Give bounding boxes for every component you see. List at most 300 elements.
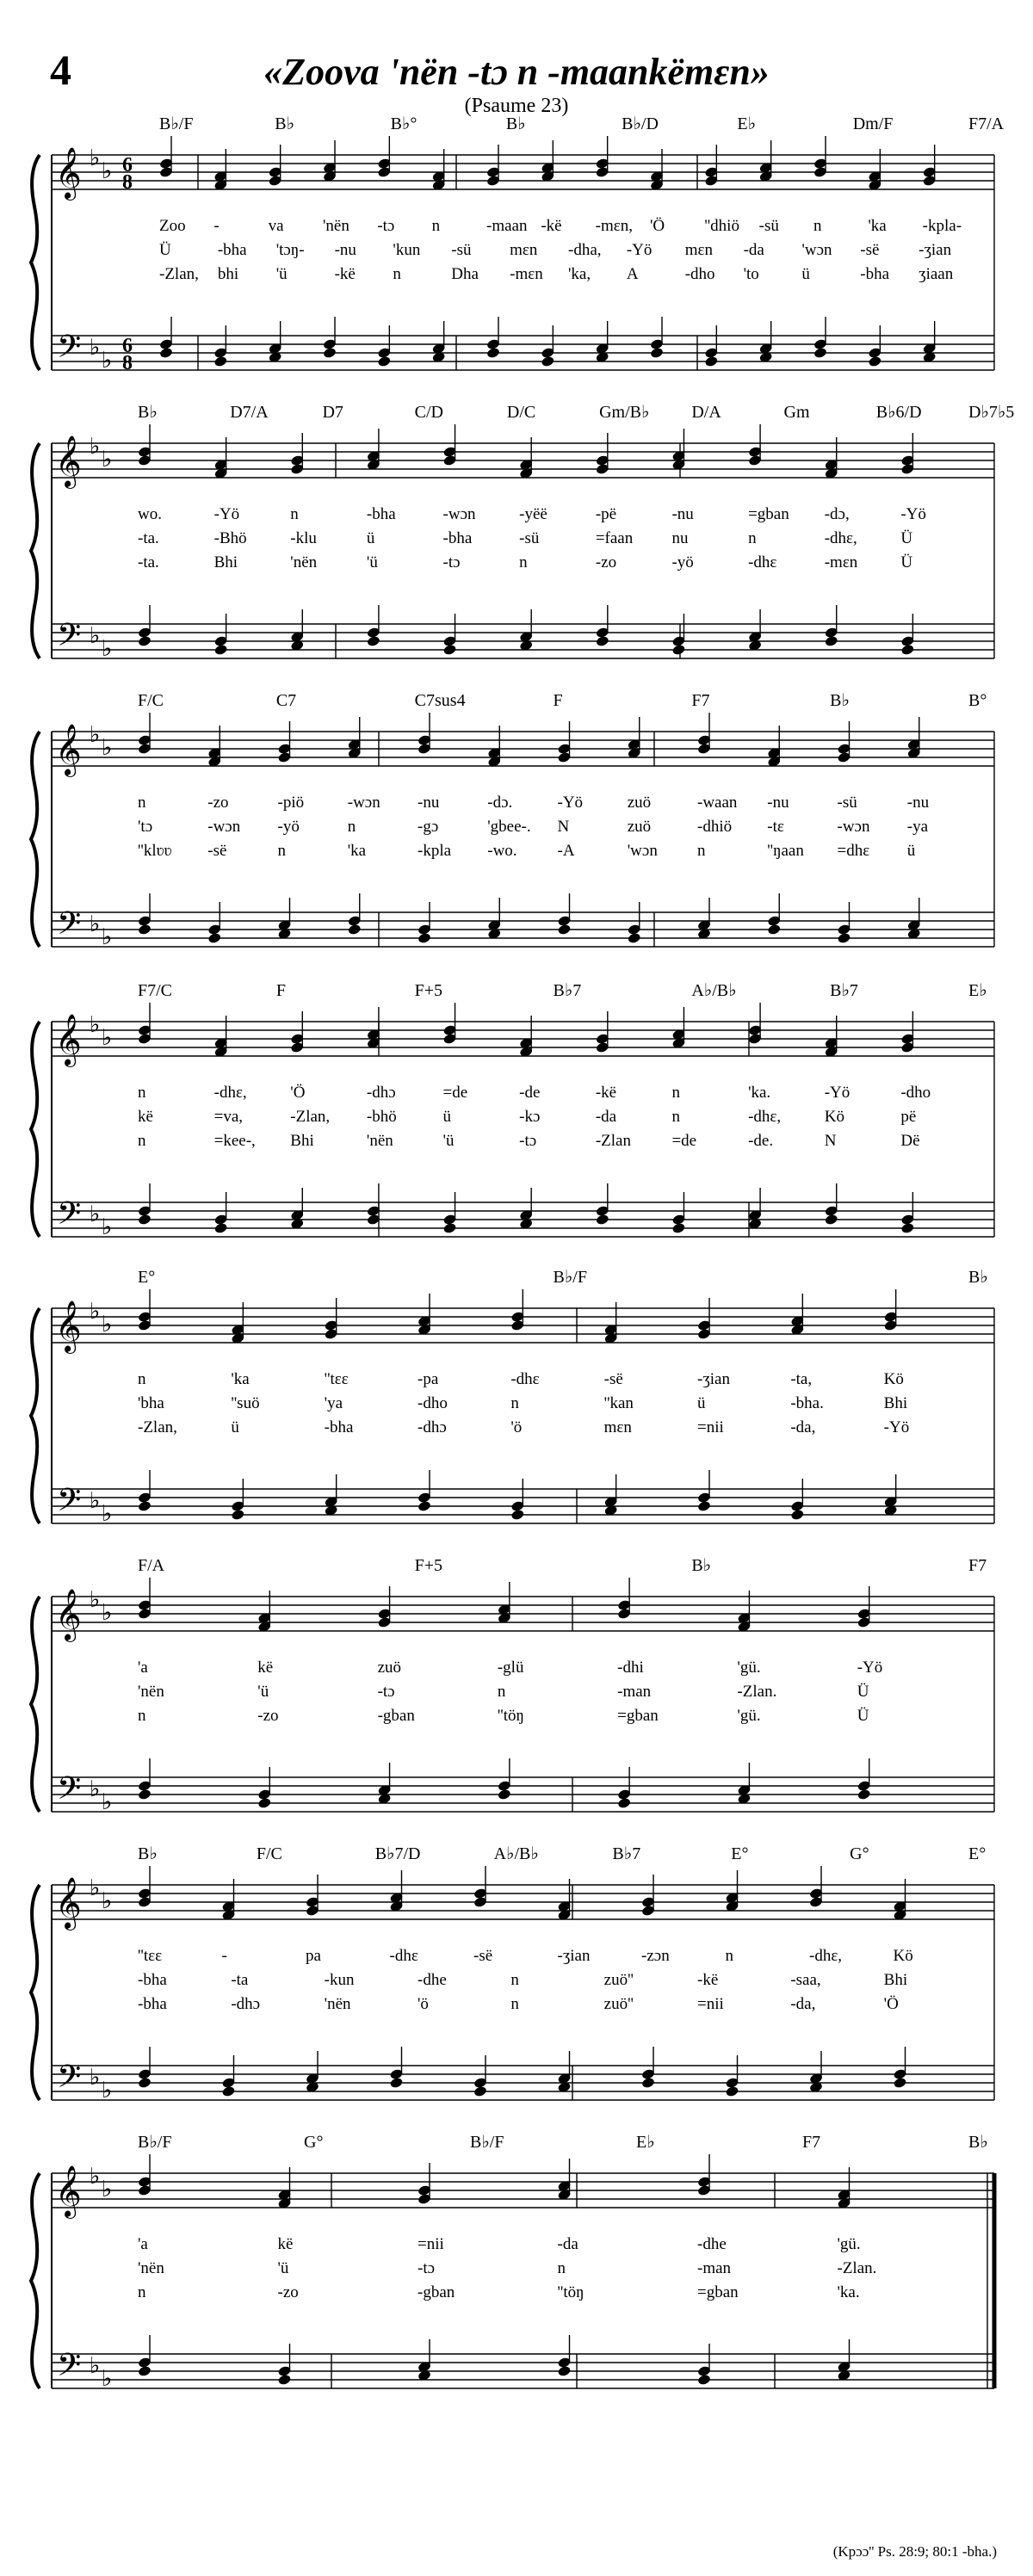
lyric-syllable: N	[557, 818, 570, 836]
lyric-syllable: -së	[207, 842, 227, 860]
chord-symbol: F7	[968, 1556, 987, 1575]
lyric-syllable: 'ü	[257, 1683, 269, 1701]
lyric-syllable: Ü	[900, 553, 913, 571]
key-flat-icon: ♭	[90, 1012, 101, 1037]
lyric-syllable: 'ka,	[568, 265, 591, 283]
lyric-syllable: -kpla	[418, 842, 452, 860]
lyric-syllable: Ü	[857, 1707, 869, 1725]
lyric-syllable: -ʒian	[919, 241, 952, 259]
key-flat-icon: ♭	[102, 735, 113, 760]
lyric-syllable: wo.	[138, 505, 162, 523]
key-flat-icon: ♭	[102, 636, 113, 661]
chord-symbol: F+5	[414, 981, 443, 1000]
time-signature-top: 6	[122, 154, 133, 176]
chord-symbol: B♭°	[390, 114, 418, 133]
lyric-syllable: =nii	[697, 1995, 724, 2013]
lyric-syllable: -dhiö	[697, 818, 733, 836]
lyric-syllable: n	[813, 217, 822, 235]
lyric-syllable: Dë	[900, 1132, 920, 1150]
lyric-syllable: -yëë	[519, 505, 547, 523]
chord-symbol: F+5	[414, 1556, 443, 1575]
hymn-title: «Zoova 'nën -tɔ n -maankëmɛn»	[263, 51, 770, 93]
key-flat-icon: ♭	[90, 911, 101, 936]
chord-symbol: B♭/D	[622, 114, 659, 133]
treble-clef-icon: 𝄞	[55, 1591, 82, 1640]
chord-symbol: F/C	[256, 1844, 282, 1863]
lyric-syllable: -nu	[767, 794, 789, 812]
hymn-subtitle: (Psaume 23)	[464, 95, 569, 117]
lyric-syllable: -man	[697, 2259, 732, 2277]
lyric-syllable: -ta,	[790, 1370, 813, 1388]
lyric-syllable: 'nën	[138, 1683, 164, 1701]
lyric-syllable: 'ü	[277, 2259, 289, 2277]
lyric-syllable: =de	[671, 1132, 697, 1150]
chord-symbol: D♭7♭5	[968, 403, 1015, 422]
lyric-syllable: ü	[231, 1418, 239, 1436]
lyric-syllable: n	[671, 1084, 680, 1102]
lyric-syllable: pa	[306, 1947, 321, 1965]
lyric-syllable: -saa,	[790, 1971, 821, 1989]
lyric-syllable: -Zlan,	[138, 1418, 177, 1436]
lyric-syllable: Kö	[893, 1947, 913, 1965]
lyric-syllable: -dhe	[697, 2235, 727, 2253]
lyric-syllable: n	[277, 842, 286, 860]
lyric-syllable: -ʒian	[557, 1947, 591, 1965]
lyric-syllable: -wo.	[487, 842, 517, 860]
lyric-syllable: 'bha	[138, 1394, 164, 1412]
lyric-syllable: -Zlan.	[837, 2259, 877, 2277]
chord-symbol: C7sus4	[414, 691, 466, 710]
lyric-syllable: -Yö	[626, 241, 653, 259]
lyric-syllable: -sü	[758, 217, 779, 235]
lyric-syllable: mɛn	[603, 1418, 632, 1436]
lyric-syllable: -bha	[366, 505, 396, 523]
treble-clef-icon: 𝄞	[55, 726, 82, 775]
key-flat-icon: ♭	[102, 1501, 113, 1526]
lyric-syllable: -bha	[860, 265, 890, 283]
key-flat-icon: ♭	[102, 1214, 113, 1239]
bass-clef-icon: 𝄢	[57, 2348, 82, 2390]
key-flat-icon: ♭	[90, 1202, 101, 1226]
bass-clef-icon: 𝄢	[57, 906, 82, 948]
chord-symbol: B♭6/D	[875, 403, 922, 422]
lyric-syllable: Bhi	[290, 1132, 314, 1150]
brace	[31, 732, 40, 947]
chord-symbol: F/A	[138, 1556, 165, 1575]
chord-symbol: Gm	[783, 403, 810, 422]
lyric-syllable: 'ka	[868, 217, 887, 235]
bass-clef-icon: 𝄢	[57, 1483, 82, 1525]
bass-clef-icon: 𝄢	[57, 2060, 82, 2102]
chord-symbol: D7/A	[230, 403, 269, 422]
lyric-syllable: ''klʋʋ	[138, 842, 172, 860]
lyric-syllable: -dɔ.	[487, 794, 513, 812]
chord-symbol: C/D	[414, 403, 444, 422]
lyric-syllable: zuö	[377, 1659, 402, 1677]
lyric-syllable: =gban	[697, 2283, 739, 2301]
key-flat-icon: ♭	[102, 158, 113, 183]
key-flat-icon: ♭	[90, 1875, 101, 1900]
lyric-syllable: =faan	[595, 529, 634, 547]
treble-clef-icon: 𝄞	[55, 149, 82, 198]
lyric-syllable: va	[268, 217, 284, 235]
lyric-syllable: -kpla-	[922, 217, 962, 235]
lyric-syllable: -tɔ	[377, 217, 395, 235]
lyric-syllable: -tɔ	[418, 2259, 436, 2277]
lyric-syllable: 'nën	[323, 217, 349, 235]
lyric-syllable: -A	[557, 842, 575, 860]
lyric-syllable: n	[138, 1084, 146, 1102]
lyric-syllable: n	[347, 818, 356, 836]
lyric-syllable: =va,	[213, 1108, 244, 1126]
lyric-syllable: ''tɛɛ	[324, 1370, 349, 1388]
lyric-syllable: -zɔn	[641, 1947, 670, 1965]
lyric-syllable: -ta.	[138, 529, 159, 547]
lyric-syllable: -dhi	[617, 1659, 644, 1677]
key-flat-icon: ♭	[90, 1299, 101, 1324]
lyric-syllable: Zoo	[159, 217, 186, 235]
treble-clef-icon: 𝄞	[55, 437, 82, 486]
lyric-syllable: -tɔ	[377, 1683, 395, 1701]
lyric-syllable: =dhɛ	[837, 842, 870, 860]
lyric-syllable: =nii	[697, 1418, 724, 1436]
lyric-syllable: -bha	[324, 1418, 354, 1436]
treble-clef-icon: 𝄞	[55, 2167, 82, 2216]
chord-symbol: B♭	[830, 691, 850, 710]
key-flat-icon: ♭	[90, 434, 101, 459]
lyric-syllable: ü	[366, 529, 375, 547]
chord-symbol: F7	[691, 691, 710, 710]
lyric-syllable: n	[510, 1394, 519, 1412]
lyric-syllable: 'gü.	[737, 1659, 761, 1677]
lyric-syllable: -bha	[138, 1971, 167, 1989]
chord-symbol: B♭7/D	[374, 1844, 421, 1863]
lyric-syllable: -tɔ	[519, 1132, 537, 1150]
key-flat-icon: ♭	[102, 1789, 113, 1814]
chord-symbol: Gm/B♭	[599, 403, 650, 422]
bass-clef-icon: 𝄢	[57, 1771, 82, 1813]
lyric-syllable: 'ka.	[837, 2283, 860, 2301]
chord-symbol: G°	[304, 2133, 324, 2152]
lyric-syllable: -sü	[837, 794, 857, 812]
lyric-syllable: n	[510, 1971, 519, 1989]
bass-clef-icon: 𝄢	[57, 330, 82, 372]
lyric-syllable: -dhɛ	[510, 1370, 540, 1388]
lyric-syllable: 'nën	[324, 1995, 351, 2013]
lyric-syllable: -dhɛ	[389, 1947, 418, 1965]
lyric-syllable: -wɔn	[837, 818, 870, 836]
lyric-syllable: 'Ö	[650, 217, 665, 235]
key-flat-icon: ♭	[102, 1312, 113, 1337]
lyric-syllable: Dha	[451, 265, 479, 283]
lyric-syllable: kë	[257, 1659, 274, 1677]
lyric-syllable: -kë	[334, 265, 356, 283]
lyric-syllable: -wɔn	[207, 818, 241, 836]
chord-symbol: D/C	[506, 403, 536, 422]
lyric-syllable: n	[510, 1995, 519, 2013]
lyric-syllable: kë	[277, 2235, 294, 2253]
lyric-syllable: -da,	[790, 1418, 816, 1436]
lyric-syllable: 'ü	[275, 265, 288, 283]
chord-symbol: F7/A	[968, 114, 1005, 133]
chord-symbol: G°	[850, 1844, 869, 1863]
brace	[31, 1308, 40, 1523]
key-flat-icon: ♭	[102, 348, 113, 373]
lyric-syllable: -	[221, 1947, 227, 1965]
lyric-syllable: n	[671, 1108, 680, 1126]
lyric-syllable: Bhi	[883, 1971, 908, 1989]
chord-symbol: B♭/F	[138, 2133, 172, 2152]
lyric-syllable: 'nën	[366, 1132, 393, 1150]
time-signature-bottom: 8	[122, 352, 133, 374]
brace	[31, 1022, 40, 1237]
lyric-syllable: n	[519, 553, 528, 571]
chord-symbol: B♭/F	[159, 114, 194, 133]
chord-symbol: B°	[968, 691, 987, 710]
chord-symbol: D/A	[691, 403, 721, 422]
chord-symbol: E♭	[968, 981, 987, 1000]
lyric-syllable: -ʒian	[697, 1370, 730, 1388]
lyric-syllable: -Yö	[824, 1084, 851, 1102]
lyric-syllable: -wɔn	[442, 505, 476, 523]
lyric-syllable: -dhɛ,	[748, 1108, 782, 1126]
key-flat-icon: ♭	[102, 1025, 113, 1050]
lyric-syllable: 'ö	[510, 1418, 523, 1436]
lyric-syllable: 'Ö	[290, 1084, 306, 1102]
lyric-syllable: -së	[603, 1370, 623, 1388]
lyric-syllable: Bhi	[883, 1394, 908, 1412]
lyric-syllable: =de	[442, 1084, 468, 1102]
lyric-syllable: -tɔ	[442, 553, 461, 571]
lyric-syllable: -Yö	[857, 1659, 883, 1677]
hymn-number: 4	[50, 46, 71, 94]
chord-symbol: B♭	[138, 1844, 158, 1863]
chord-symbol: D7	[322, 403, 343, 422]
lyric-syllable: ü	[801, 265, 810, 283]
lyric-syllable: -da	[595, 1108, 617, 1126]
chord-symbol: E°	[731, 1844, 749, 1863]
brace	[31, 1885, 40, 2100]
lyric-syllable: n	[393, 265, 401, 283]
key-flat-icon: ♭	[90, 1587, 101, 1612]
chord-symbol: F	[275, 981, 286, 1000]
lyric-syllable: 'nën	[138, 2259, 164, 2277]
lyric-syllable: -maan	[486, 217, 528, 235]
lyric-syllable: -bha	[442, 529, 473, 547]
lyric-syllable: -ta.	[138, 553, 159, 571]
chord-symbol: B♭7	[612, 1844, 641, 1863]
lyric-syllable: ''kan	[603, 1394, 634, 1412]
lyric-syllable: pë	[900, 1108, 917, 1126]
lyric-syllable: 'tɔ	[138, 818, 153, 836]
lyric-syllable: zuö	[627, 794, 652, 812]
key-flat-icon: ♭	[102, 2078, 113, 2103]
system-4	[31, 1003, 994, 1237]
lyric-syllable: -nu	[418, 794, 440, 812]
lyric-syllable: 'gü.	[837, 2235, 861, 2253]
lyric-syllable: ''töŋ	[497, 1707, 524, 1725]
lyric-syllable: -bha	[138, 1995, 167, 2013]
chord-symbol: B♭/F	[553, 1268, 587, 1287]
brace	[31, 443, 40, 658]
lyric-syllable: -bha.	[790, 1394, 824, 1412]
chord-symbol: B♭	[275, 114, 295, 133]
lyric-syllable: -glü	[497, 1659, 524, 1677]
lyric-syllable: n	[138, 794, 146, 812]
key-flat-icon: ♭	[90, 2353, 101, 2378]
lyric-syllable: -waan	[697, 794, 738, 812]
key-flat-icon: ♭	[90, 623, 101, 648]
lyric-syllable: Bhi	[213, 553, 238, 571]
lyric-syllable: -dhɛ,	[213, 1084, 247, 1102]
lyric-syllable: -së	[473, 1947, 493, 1965]
key-flat-icon: ♭	[102, 447, 113, 472]
chord-symbol: C7	[275, 691, 297, 710]
lyric-syllable: n	[138, 1132, 146, 1150]
lyric-syllable: -dhɛ,	[824, 529, 857, 547]
lyric-syllable: -da	[743, 241, 764, 259]
brace	[31, 155, 40, 370]
lyric-syllable: -dhɔ	[231, 1995, 261, 2013]
system-6	[31, 1578, 994, 1812]
treble-clef-icon: 𝄞	[55, 1879, 82, 1928]
lyric-syllable: -Yö	[900, 505, 926, 523]
lyric-syllable: -piö	[277, 794, 305, 812]
treble-clef-icon: 𝄞	[55, 1302, 82, 1351]
lyric-syllable: -tɛ	[767, 818, 784, 836]
lyric-syllable: -da	[557, 2235, 578, 2253]
lyric-syllable: Ü	[159, 241, 171, 259]
lyric-syllable: -sü	[451, 241, 472, 259]
key-flat-icon: ♭	[102, 1600, 113, 1625]
lyric-syllable: bhi	[217, 265, 239, 283]
key-flat-icon: ♭	[102, 1888, 113, 1913]
lyric-syllable: -dhɔ	[418, 1418, 447, 1436]
lyric-syllable: zuö''	[603, 1995, 634, 2013]
lyric-syllable: -kë	[541, 217, 562, 235]
lyric-syllable: 'a	[138, 2235, 148, 2253]
lyric-syllable: -Zlan,	[290, 1108, 331, 1126]
treble-clef-icon: 𝄞	[55, 1016, 82, 1065]
lyric-syllable: -dha,	[568, 241, 602, 259]
lyric-syllable: n	[138, 1370, 146, 1388]
chord-symbol: B♭	[505, 114, 526, 133]
lyric-syllable: -Yö	[883, 1418, 910, 1436]
lyric-syllable: -kë	[595, 1084, 617, 1102]
lyric-syllable: n	[290, 505, 299, 523]
lyric-syllable: mɛn	[510, 241, 538, 259]
lyric-syllable: -Yö	[557, 794, 584, 812]
lyric-syllable: -zo	[277, 2283, 299, 2301]
lyric-syllable: -dhɛ	[748, 553, 777, 571]
lyric-syllable: -Zlan.	[737, 1683, 777, 1701]
lyric-syllable: -mɛn	[824, 553, 858, 571]
lyric-syllable: ''töŋ	[557, 2283, 585, 2301]
lyric-syllable: -kë	[697, 1971, 719, 1989]
lyric-syllable: =gban	[748, 505, 789, 523]
lyric-syllable: n	[138, 2283, 146, 2301]
lyric-syllable: -gɔ	[418, 818, 439, 836]
lyric-syllable: ''suö	[231, 1394, 260, 1412]
key-flat-icon: ♭	[90, 1776, 101, 1801]
chord-symbol: F7/C	[138, 981, 173, 1000]
lyric-syllable: -Zlan	[595, 1132, 631, 1150]
chord-symbol: F/C	[138, 691, 164, 710]
lyric-syllable: 'ö	[418, 1995, 429, 2013]
lyric-syllable: -ta	[231, 1971, 249, 1989]
chord-symbol: E♭	[636, 2133, 655, 2152]
lyric-syllable: zuö''	[603, 1971, 634, 1989]
key-flat-icon: ♭	[102, 2366, 113, 2391]
lyric-syllable: -Zlan,	[159, 265, 199, 283]
chord-symbol: B♭7	[553, 981, 582, 1000]
chord-symbol: B♭	[138, 403, 158, 422]
lyric-syllable: -dho	[418, 1394, 448, 1412]
lyric-syllable: n	[697, 842, 706, 860]
key-flat-icon: ♭	[90, 335, 101, 360]
lyric-syllable: A	[626, 265, 639, 283]
time-signature-bottom: 8	[122, 171, 133, 194]
chord-symbol: E°	[138, 1268, 156, 1287]
lyric-syllable: =nii	[418, 2235, 444, 2253]
lyric-syllable: -gban	[418, 2283, 455, 2301]
lyric-syllable: 'ya	[324, 1394, 343, 1412]
lyric-syllable: n	[725, 1947, 733, 1965]
lyric-syllable: -kun	[324, 1971, 355, 1989]
lyric-syllable: -nu	[906, 794, 930, 812]
lyric-syllable: 'a	[138, 1659, 148, 1677]
lyric-syllable: 'ka	[231, 1370, 250, 1388]
lyric-syllable: -së	[860, 241, 880, 259]
chord-symbol: B♭7	[830, 981, 858, 1000]
lyric-syllable: 'to	[743, 265, 759, 283]
lyric-syllable: -dhɛ,	[809, 1947, 843, 1965]
key-flat-icon: ♭	[90, 2065, 101, 2090]
key-flat-icon: ♭	[90, 1488, 101, 1513]
lyric-syllable: -zo	[257, 1707, 279, 1725]
chord-symbol: A♭/B♭	[493, 1844, 539, 1863]
lyric-syllable: Kö	[883, 1370, 904, 1388]
lyric-syllable: 'ka	[347, 842, 367, 860]
lyric-syllable: -bha	[217, 241, 247, 259]
lyric-syllable: mɛn	[684, 241, 713, 259]
lyric-syllable: n	[557, 2259, 566, 2277]
lyric-syllable: -kɔ	[519, 1108, 541, 1126]
lyric-syllable: Ü	[900, 529, 913, 547]
lyric-syllable: zuö	[627, 818, 652, 836]
key-flat-icon: ♭	[90, 145, 101, 170]
lyric-syllable: -bhö	[366, 1108, 397, 1126]
lyric-syllable: 'wɔn	[801, 241, 832, 259]
lyric-syllable: Ü	[857, 1683, 869, 1701]
lyric-syllable: -de	[519, 1084, 541, 1102]
time-signature-top: 6	[122, 335, 133, 357]
lyric-syllable: -man	[617, 1683, 652, 1701]
lyric-syllable: -pa	[418, 1370, 439, 1388]
chord-symbol: B♭/F	[470, 2133, 504, 2152]
lyric-syllable: n	[138, 1707, 146, 1725]
bass-clef-icon: 𝄢	[57, 1196, 82, 1239]
lyric-syllable: -gban	[377, 1707, 415, 1725]
lyric-syllable: kë	[138, 1108, 153, 1126]
lyric-syllable: -sü	[519, 529, 540, 547]
lyric-syllable: n	[497, 1683, 506, 1701]
bass-clef-icon: 𝄢	[57, 618, 82, 660]
lyric-syllable: ''ŋaan	[767, 842, 804, 860]
lyric-syllable: 'wɔn	[627, 842, 658, 860]
chord-symbol: A♭/B♭	[691, 981, 737, 1000]
lyric-syllable: ''tɛɛ	[138, 1947, 163, 1965]
